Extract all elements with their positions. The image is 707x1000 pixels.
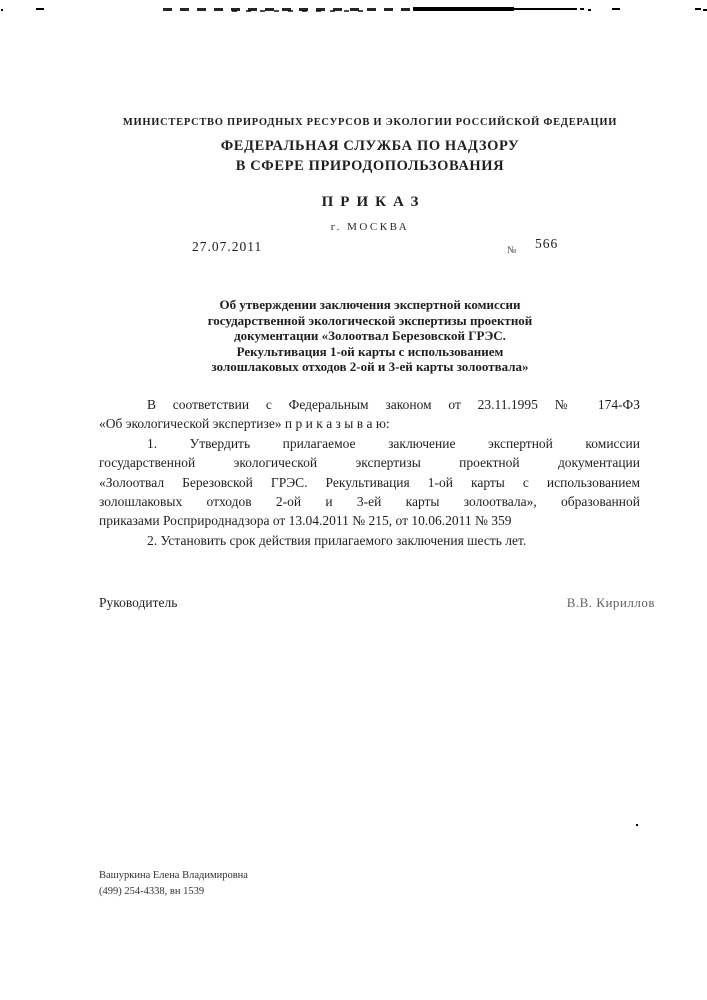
number-sign: №	[507, 245, 517, 256]
order-title-line: Рекультивация 1-ой карты с использованием	[236, 343, 504, 359]
signature-row	[99, 595, 655, 611]
signer-position: Руководитель	[99, 595, 178, 610]
body-line: В соответствии с Федеральным законом от 23.11.1995 № 174-ФЗ	[147, 397, 640, 412]
body-line: 1. Утвердить прилагаемое заключение экспертной комиссии	[147, 435, 640, 451]
scan-speck	[636, 824, 638, 826]
body-line: государственной экологической экспертизы проектной документации	[99, 455, 640, 471]
order-title	[33, 297, 707, 375]
scan-dashed-line	[232, 10, 372, 12]
scan-speck	[588, 9, 591, 11]
executor-phone: (499) 254-4338, вн 1539	[99, 886, 205, 897]
body-line: «Об экологической экспертизе» п р и к а з ы в а ю:	[99, 416, 390, 432]
executor-name: Вашуркина Елена Владимировна	[99, 870, 248, 881]
scan-solid-line	[413, 7, 514, 11]
scan-solid-line	[512, 8, 577, 10]
scan-speck	[695, 8, 701, 10]
agency-name-line2: В СФЕРЕ ПРИРОДОПОЛЬЗОВАНИЯ	[235, 158, 505, 174]
scan-speck	[580, 8, 584, 10]
scan-speck	[36, 8, 44, 10]
order-title-line: документации «Золоотвал Березовской ГРЭС.	[234, 328, 506, 344]
order-body	[99, 395, 640, 550]
body-line: приказами Росприроднадзора от 13.04.2011 № 215, от 10.06.2011 № 359	[99, 513, 512, 529]
scan-speck	[703, 9, 707, 11]
document-number: 566	[535, 236, 559, 251]
executor-contact	[99, 868, 248, 900]
signer-name: В.В. Кириллов	[566, 595, 655, 610]
document-type-heading: ПРИКАЗ	[321, 194, 426, 210]
agency-name-line1: ФЕДЕРАЛЬНАЯ СЛУЖБА ПО НАДЗОРУ	[220, 138, 520, 154]
scan-speck	[1, 9, 3, 11]
city-label: г. МОСКВА	[330, 221, 410, 233]
order-title-line: золошлаковых отходов 2-ой и 3-ей карты золоотвала»	[211, 359, 529, 375]
body-line: 2. Установить срок действия прилагаемого заключения шесть лет.	[147, 532, 527, 548]
scan-speck	[612, 8, 620, 10]
body-line: золошлаковых отходов 2-ой и 3-ей карты золоотвала», образованной	[99, 494, 640, 510]
ministry-name: МИНИСТЕРСТВО ПРИРОДНЫХ РЕСУРСОВ И ЭКОЛОГИИ РОССИЙСКОЙ ФЕДЕРАЦИИ	[122, 117, 618, 128]
order-title-line: государственной экологической экспертизы проектной	[207, 312, 533, 328]
order-title-line: Об утверждении заключения экспертной комиссии	[219, 297, 521, 312]
body-line: «Золоотвал Березовской ГРЭС. Рекультивация 1-ой карты с использованием	[99, 474, 640, 490]
document-date: 27.07.2011	[192, 239, 263, 254]
